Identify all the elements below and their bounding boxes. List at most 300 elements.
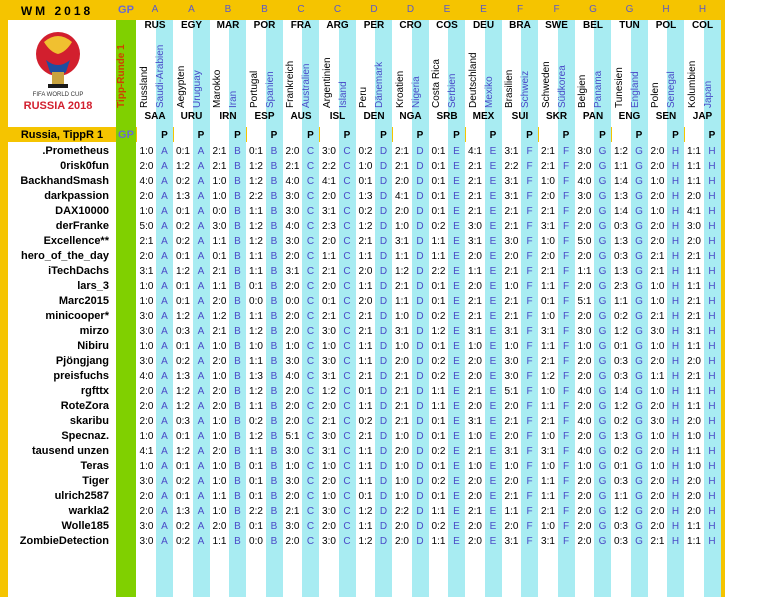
tip-value: 2:0 [541, 191, 555, 202]
tip-group-letter: C [306, 326, 315, 337]
tip-value: 0:3 [614, 221, 628, 232]
tip-value: 5:0 [139, 221, 154, 232]
tip-value: 1:0 [139, 431, 154, 442]
tip-value: 2:0 [139, 416, 154, 427]
tip-group-letter: B [234, 506, 241, 517]
player-name: Wolle185 [61, 520, 109, 532]
tip-value: 0:1 [212, 251, 227, 262]
tip-value: 1:0 [577, 461, 592, 472]
tip-value: 0:1 [176, 461, 190, 472]
tip-value: 1:0 [358, 161, 373, 172]
tip-group-letter: C [343, 146, 351, 157]
tip-value: 1:1 [358, 356, 373, 367]
tip-value: 1:0 [285, 461, 300, 472]
tip-group-letter: H [708, 431, 716, 442]
tip-group-letter: A [161, 401, 168, 412]
tip-group-letter: C [306, 446, 315, 457]
tip-value: 0:2 [614, 311, 628, 322]
tip-group-letter: F [562, 296, 570, 307]
away-name: Senegal [666, 71, 677, 108]
tip-value: 1:0 [395, 491, 409, 502]
tip-group-letter: B [234, 461, 241, 472]
tip-group-letter: G [635, 311, 643, 322]
tip-group-letter: C [306, 176, 315, 187]
tip-group-letter: H [671, 206, 680, 217]
tip-group-letter: E [453, 236, 460, 247]
tip-value: 2:0 [212, 401, 227, 412]
tip-group-letter: B [234, 221, 241, 232]
away-name: Mexiko [483, 76, 495, 108]
tip-group-letter: D [416, 281, 424, 292]
tip-value: 2:0 [577, 401, 592, 412]
player-name: warkla2 [68, 505, 109, 517]
tip-group-letter: A [197, 311, 205, 322]
tip-group-letter: A [197, 176, 205, 187]
tip-group-letter: H [671, 221, 680, 232]
tip-value: 1:0 [212, 341, 227, 352]
tip-value: 0:1 [176, 296, 190, 307]
tip-group-letter: B [234, 446, 241, 457]
tip-group-letter: C [343, 371, 351, 382]
tip-value: 0:1 [431, 206, 446, 217]
tip-value: 1:0 [650, 386, 665, 397]
tip-value: 2:1 [358, 311, 373, 322]
tip-value: 1:0 [322, 491, 336, 502]
away-code: SKR [545, 111, 568, 122]
tip-value: 1:1 [431, 386, 446, 397]
tip-group-letter: E [489, 221, 497, 232]
tip-value: 1:1 [541, 281, 555, 292]
tip-group-letter: B [270, 506, 278, 517]
tip-value: 1:0 [541, 431, 555, 442]
tip-value: 3:1 [541, 326, 555, 337]
tip-value: 3:0 [687, 221, 701, 232]
player-name: ZombieDetection [19, 535, 109, 547]
tip-group-letter: D [379, 431, 388, 442]
tip-value: 2:0 [395, 446, 409, 457]
tip-group-letter: G [598, 521, 607, 532]
tip-group-letter: F [562, 236, 570, 247]
tip-group-letter: F [526, 176, 533, 187]
tip-group-letter: E [453, 476, 460, 487]
tip-value: 1:0 [541, 236, 555, 247]
away-name: Südkorea [556, 65, 568, 108]
tip-group-letter: C [306, 506, 315, 517]
tip-value: 2:1 [358, 431, 373, 442]
tip-group-letter: G [598, 191, 607, 202]
away-code: NGA [399, 111, 422, 122]
tip-value: 0:1 [431, 146, 446, 157]
tip-value: 1:0 [212, 416, 227, 427]
tip-group-letter: A [161, 281, 168, 292]
tip-value: 3:0 [285, 236, 300, 247]
tip-group-letter: D [379, 176, 388, 187]
tip-value: 2:0 [468, 251, 482, 262]
tip-value: 1:1 [541, 401, 555, 412]
tip-value: 3:1 [322, 371, 336, 382]
tip-value: 2:1 [541, 416, 555, 427]
tip-value: 2:0 [285, 536, 300, 547]
tip-value: 2:0 [577, 371, 592, 382]
tip-group-letter: B [234, 416, 241, 427]
tip-value: 0:2 [176, 521, 190, 532]
home-name: Schweden [540, 61, 552, 108]
tip-group-letter: F [526, 356, 533, 367]
tip-group-letter: D [416, 356, 424, 367]
home-name: Tunesien [613, 67, 625, 108]
tip-group-letter: G [598, 386, 607, 397]
tip-group-letter: F [562, 461, 570, 472]
tip-value: 0:0 [249, 536, 263, 547]
tip-group-letter: E [453, 281, 460, 292]
tip-group-letter: C [343, 236, 351, 247]
tip-group-letter: H [671, 146, 680, 157]
tip-group-letter: B [270, 176, 278, 187]
tip-value: 2:2 [249, 506, 263, 517]
tip-group-letter: D [379, 506, 388, 517]
tip-value: 2:0 [322, 476, 336, 487]
tip-value: 1:1 [687, 176, 701, 187]
tip-value: 0:2 [431, 356, 446, 367]
tip-value: 2:1 [468, 296, 482, 307]
home-code: FRA [290, 20, 312, 31]
tip-value: 3:1 [541, 536, 555, 547]
tip-value: 2:0 [468, 281, 482, 292]
tip-value: 1:0 [212, 461, 227, 472]
tip-group-letter: B [270, 311, 278, 322]
tip-value: 1:2 [176, 311, 190, 322]
tip-value: 1:0 [468, 341, 482, 352]
tip-value: 1:2 [176, 161, 190, 172]
tip-group-letter: D [416, 506, 424, 517]
tip-group-letter: G [598, 251, 607, 262]
tip-group-letter: A [197, 161, 205, 172]
group-label: F [553, 4, 560, 15]
player-name: Pjöngjang [55, 355, 109, 367]
tip-group-letter: H [708, 326, 716, 337]
tip-value: 4:0 [285, 221, 300, 232]
tip-value: 2:0 [687, 356, 701, 367]
tip-group-letter: E [453, 401, 460, 412]
tip-group-letter: D [416, 251, 424, 262]
tip-group-letter: C [343, 326, 351, 337]
tip-group-letter: B [270, 161, 278, 172]
subheader-label: Russia, TippR 1 [20, 129, 104, 141]
tip-group-letter: H [671, 296, 680, 307]
tip-value: 5:0 [577, 236, 592, 247]
tip-group-letter: G [635, 536, 643, 547]
away-code: JAP [692, 111, 713, 122]
player-name: derFranke [55, 220, 109, 232]
tip-value: 2:1 [468, 191, 482, 202]
tip-value: 2:0 [650, 356, 665, 367]
tip-value: 1:0 [395, 431, 409, 442]
tip-value: 0:1 [431, 431, 446, 442]
tip-group-letter: E [489, 461, 497, 472]
tip-group-letter: C [343, 296, 351, 307]
tip-value: 1:0 [212, 431, 227, 442]
tip-value: 2:2 [395, 506, 409, 517]
tip-group-letter: B [270, 416, 278, 427]
tip-group-letter: C [343, 491, 351, 502]
tip-group-letter: C [343, 206, 351, 217]
tip-group-letter: G [635, 191, 643, 202]
tip-value: 0:2 [358, 416, 373, 427]
tip-value: 1:0 [504, 281, 519, 292]
tip-value: 1:2 [395, 266, 409, 277]
tip-group-letter: F [562, 311, 570, 322]
tip-group-letter: B [270, 191, 278, 202]
tip-value: 2:0 [285, 311, 300, 322]
tip-group-letter: D [379, 251, 388, 262]
tip-value: 0:1 [176, 251, 190, 262]
tip-value: 4:0 [577, 176, 592, 187]
tip-group-letter: G [598, 461, 607, 472]
tip-value: 2:0 [650, 506, 665, 517]
tip-group-letter: F [562, 506, 570, 517]
tip-group-letter: E [453, 326, 460, 337]
player-name: darkpassion [44, 190, 109, 202]
tip-value: 1:2 [249, 236, 263, 247]
tip-value: 3:0 [285, 521, 300, 532]
tip-group-letter: B [270, 461, 278, 472]
tip-value: 3:1 [504, 326, 519, 337]
tip-group-letter: C [306, 146, 315, 157]
tip-group-letter: H [708, 221, 716, 232]
tip-group-letter: H [671, 431, 680, 442]
tip-group-letter: C [343, 341, 351, 352]
tip-group-letter: F [562, 521, 570, 532]
tip-group-letter: H [708, 266, 716, 277]
tip-value: 1:1 [541, 491, 555, 502]
tip-value: 1:1 [687, 161, 701, 172]
points-label: P [489, 130, 497, 141]
tip-group-letter: D [416, 221, 424, 232]
tip-value: 3:0 [322, 506, 336, 517]
tip-value: 0:2 [176, 356, 190, 367]
tip-group-letter: C [343, 476, 351, 487]
tip-group-letter: C [343, 521, 351, 532]
tip-group-letter: C [306, 536, 315, 547]
away-code: IRN [219, 111, 237, 122]
tip-value: 0:2 [614, 416, 628, 427]
tip-value: 0:3 [176, 326, 190, 337]
tip-value: 2:0 [285, 416, 300, 427]
tip-group-letter: G [635, 146, 643, 157]
tip-value: 2:1 [395, 161, 409, 172]
tip-group-letter: G [598, 446, 607, 457]
away-code: AUS [290, 111, 312, 122]
tip-group-letter: E [489, 146, 497, 157]
tip-group-letter: H [708, 461, 716, 472]
tip-group-letter: F [562, 146, 570, 157]
tip-value: 3:0 [504, 371, 519, 382]
tip-group-letter: D [379, 536, 388, 547]
player-name: hero_of_the_day [20, 250, 109, 262]
tip-group-letter: A [197, 356, 205, 367]
tip-group-letter: E [453, 176, 460, 187]
tip-value: 1:1 [249, 446, 263, 457]
tip-group-letter: G [635, 386, 643, 397]
tip-group-letter: G [635, 326, 643, 337]
tip-value: 2:1 [650, 536, 665, 547]
tip-value: 4:1 [468, 146, 482, 157]
away-code: SRB [436, 111, 458, 122]
tip-group-letter: A [197, 476, 205, 487]
tip-value: 0:3 [176, 416, 190, 427]
tip-value: 0:1 [322, 296, 336, 307]
tip-value: 3:0 [322, 326, 336, 337]
away-code: URU [180, 111, 203, 122]
tip-value: 2:0 [395, 356, 409, 367]
tip-group-letter: C [343, 311, 351, 322]
tip-value: 2:0 [577, 356, 592, 367]
tip-group-letter: G [635, 491, 643, 502]
away-code: SEN [655, 111, 677, 122]
tip-value: 1:0 [322, 461, 336, 472]
tip-value: 4:0 [577, 386, 592, 397]
tip-group-letter: B [234, 161, 241, 172]
points-label: P [453, 130, 460, 141]
home-name: Aegypten [175, 65, 187, 108]
tip-value: 3:0 [139, 536, 154, 547]
tip-value: 2:0 [577, 221, 592, 232]
tip-group-letter: H [671, 401, 680, 412]
tip-value: 1:0 [468, 461, 482, 472]
tip-group-letter: G [635, 176, 643, 187]
tip-value: 1:1 [614, 491, 628, 502]
tip-value: 2:0 [322, 401, 336, 412]
tip-value: 2:3 [322, 221, 336, 232]
tip-group-letter: G [635, 446, 643, 457]
tip-group-letter: H [708, 191, 716, 202]
tip-value: 1:2 [249, 431, 263, 442]
home-code: COS [436, 20, 458, 31]
tip-value: 2:1 [541, 146, 555, 157]
tip-value: 2:0 [577, 521, 592, 532]
tip-value: 2:0 [395, 521, 409, 532]
tip-group-letter: H [671, 386, 680, 397]
tip-group-letter: C [343, 161, 351, 172]
tip-value: 1:2 [176, 266, 190, 277]
home-code: COL [691, 20, 714, 31]
tip-value: 1:0 [650, 341, 665, 352]
tip-value: 3:0 [139, 356, 154, 367]
tip-group-letter: F [562, 176, 570, 187]
tip-group-letter: A [197, 401, 205, 412]
tip-value: 0:1 [431, 416, 446, 427]
tip-group-letter: H [671, 236, 680, 247]
away-code: ENG [618, 111, 641, 122]
tip-group-letter: H [671, 446, 680, 457]
tip-value: 2:1 [468, 506, 482, 517]
tip-value: 1:1 [358, 461, 373, 472]
tip-value: 0:1 [431, 176, 446, 187]
player-name: mirzo [79, 325, 109, 337]
tip-value: 2:0 [285, 251, 300, 262]
tip-group-letter: F [526, 416, 533, 427]
tip-value: 2:0 [139, 506, 154, 517]
away-name: Serbien [447, 73, 458, 108]
tip-group-letter: E [453, 266, 460, 277]
tip-value: 0:1 [176, 341, 190, 352]
player-name: tausend unzen [31, 445, 109, 457]
tip-value: 0:1 [249, 491, 263, 502]
tip-value: 1:1 [541, 341, 555, 352]
away-name: Spanien [264, 71, 276, 108]
tip-group-letter: D [379, 206, 388, 217]
tip-value: 1:1 [614, 296, 628, 307]
tip-group-letter: A [197, 266, 205, 277]
tip-value: 2:0 [687, 506, 701, 517]
tip-value: 2:0 [687, 236, 701, 247]
away-name: Island [337, 81, 349, 108]
tip-value: 2:0 [468, 371, 482, 382]
tip-group-letter: A [197, 221, 205, 232]
tip-value: 2:1 [504, 311, 519, 322]
tip-value: 2:0 [650, 236, 665, 247]
tip-value: 1:1 [358, 251, 373, 262]
tip-group-letter: C [343, 506, 351, 517]
tip-value: 1:4 [614, 386, 628, 397]
tip-group-letter: D [379, 191, 388, 202]
tip-value: 5:1 [504, 386, 519, 397]
tip-value: 2:1 [504, 491, 519, 502]
tip-group-letter: B [234, 386, 241, 397]
tip-group-letter: A [197, 521, 205, 532]
tip-value: 1:1 [212, 281, 227, 292]
tip-group-letter: C [343, 536, 351, 547]
tip-group-letter: E [453, 221, 460, 232]
tip-value: 2:0 [577, 431, 592, 442]
tip-group-letter: H [671, 521, 680, 532]
tip-value: 3:0 [285, 356, 300, 367]
tip-value: 2:0 [504, 401, 519, 412]
tip-value: 3:1 [504, 446, 519, 457]
tip-group-letter: G [598, 281, 607, 292]
tip-group-letter: B [270, 296, 278, 307]
tip-value: 3:1 [504, 536, 519, 547]
tip-group-letter: F [562, 266, 570, 277]
tip-value: 2:0 [139, 491, 154, 502]
tip-group-letter: B [270, 476, 278, 487]
tip-value: 2:0 [358, 266, 373, 277]
tip-value: 1:1 [431, 251, 446, 262]
tip-group-letter: B [270, 266, 278, 277]
tip-value: 2:0 [504, 251, 519, 262]
tip-group-letter: H [708, 176, 716, 187]
tip-value: 2:0 [322, 191, 336, 202]
tip-value: 2:1 [687, 251, 701, 262]
tip-group-letter: F [526, 191, 533, 202]
tip-group-letter: E [453, 311, 460, 322]
player-name: Tiger [82, 475, 109, 487]
group-label: G [589, 4, 597, 15]
tip-group-letter: D [416, 146, 424, 157]
tip-group-letter: D [416, 206, 424, 217]
tip-value: 0:1 [358, 386, 373, 397]
tip-group-letter: B [270, 371, 278, 382]
tip-value: 2:0 [687, 491, 701, 502]
player-name: skaribu [69, 415, 109, 427]
tip-value: 1:0 [322, 341, 336, 352]
home-name: Portugal [248, 70, 260, 108]
home-name: Frankreich [285, 60, 296, 108]
group-label: E [443, 4, 451, 15]
tip-value: 2:0 [504, 521, 519, 532]
tip-group-letter: F [562, 536, 570, 547]
tip-group-letter: E [453, 371, 460, 382]
